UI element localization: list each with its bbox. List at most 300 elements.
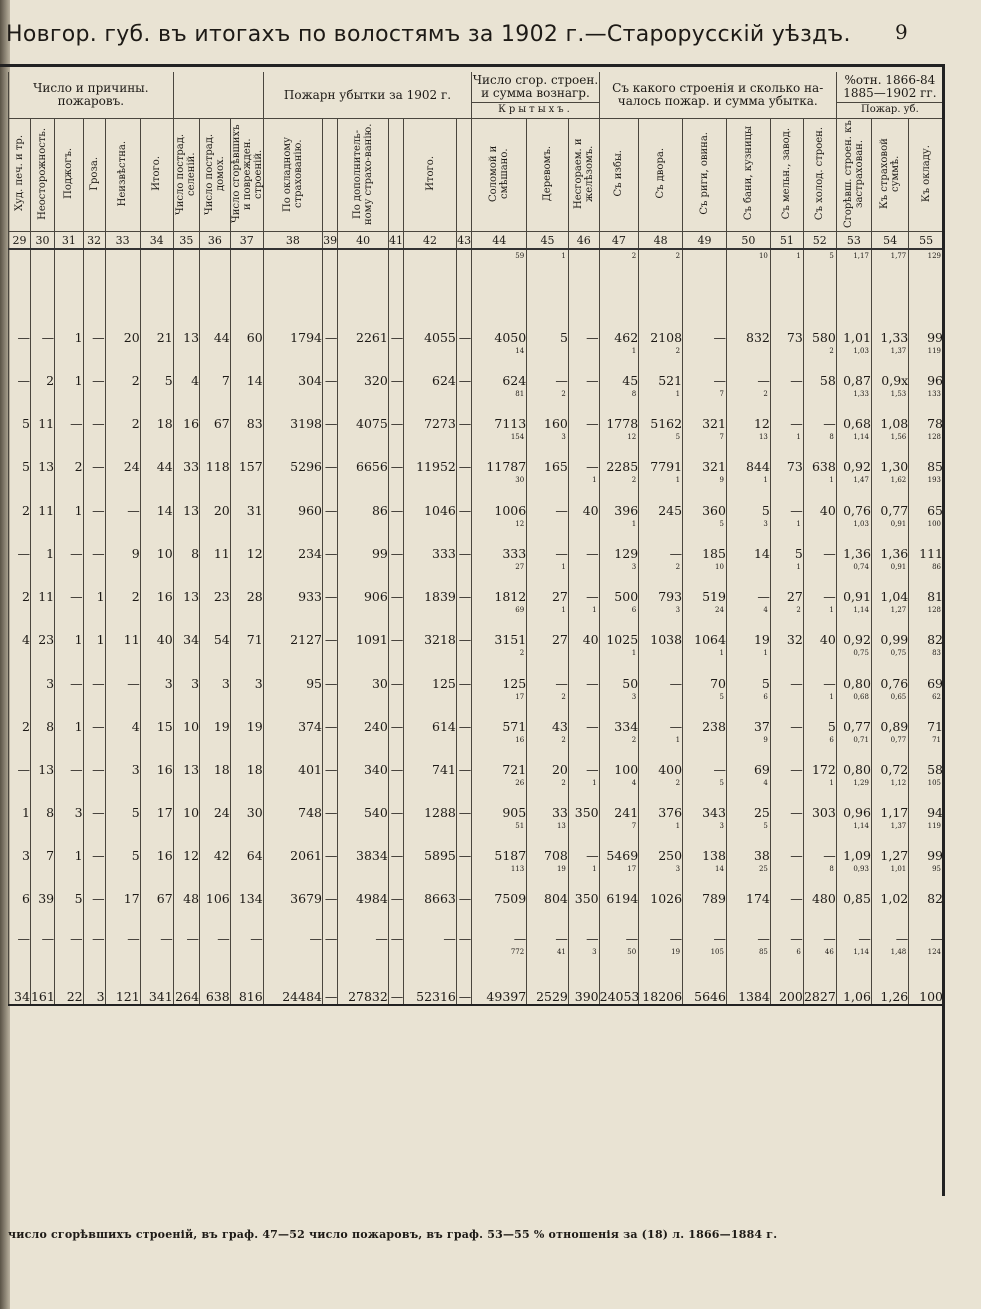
table-cell — [726, 604, 770, 647]
cell-value: 905 — [502, 805, 527, 820]
cell-value: 67 — [213, 416, 230, 431]
cell-value: 1,08 — [880, 416, 909, 431]
table-cell — [599, 388, 639, 431]
cell-superscript: 9 — [719, 476, 724, 484]
table-cell — [726, 734, 770, 777]
cell-superscript: 50 — [627, 948, 637, 956]
cell-value: 5 — [761, 676, 770, 691]
cell-value: — — [324, 848, 338, 863]
table-cell — [30, 734, 54, 777]
cell-superscript: 1 — [675, 476, 681, 484]
cell-value: 19 — [213, 719, 230, 734]
table-cell — [55, 431, 84, 474]
cell-superscript: 13 — [758, 433, 768, 441]
cell-value: — — [324, 330, 338, 345]
column-number: 35 — [173, 232, 199, 250]
table-cell — [639, 345, 683, 388]
table-cell — [836, 734, 871, 777]
column-header — [770, 119, 803, 232]
cell-value: 86 — [371, 503, 388, 518]
cell-value: 1006 — [494, 503, 527, 518]
table-cell — [9, 561, 31, 604]
column-header-label: Число сгорѣвшихъ и поврежден. строеній. — [230, 124, 264, 223]
cell-superscript: 12 — [627, 433, 637, 441]
table-row — [9, 345, 944, 388]
cell-value: 1,04 — [880, 589, 909, 604]
table-cell — [230, 345, 263, 388]
cell-value: — — [127, 931, 140, 946]
cell-value: 11 — [38, 503, 55, 518]
cell-value: 5 — [559, 330, 568, 345]
cell-value: 2 — [131, 373, 140, 388]
column-number: 45 — [527, 232, 569, 250]
cell-value: 2 — [22, 719, 30, 734]
table-cell — [909, 345, 943, 388]
column-header-label: Несгораем. и желѣзомъ. — [572, 138, 595, 209]
footnote: число сгорѣвшихъ строеній, въ граф. 47—52 число пожаровъ, въ граф. 53—55 % отношенія за (18) л. 1866—1884 г. — [8, 1228, 778, 1241]
table-cell — [200, 474, 231, 518]
cell-value: — — [70, 589, 83, 604]
cell-value: 1 — [74, 503, 83, 518]
column-header-label: По окладному страхованію. — [281, 136, 304, 212]
cell-value: — — [217, 931, 230, 946]
table-cell — [527, 691, 569, 734]
table-cell — [83, 906, 105, 946]
table-cell — [683, 946, 727, 1005]
table-cell — [200, 691, 231, 734]
cell-value: — — [17, 373, 30, 388]
cell-value: 3 — [254, 676, 263, 691]
cell-superscript: 46 — [824, 948, 834, 956]
table-cell — [527, 604, 569, 647]
table-cell — [230, 820, 263, 863]
table-cell — [803, 820, 836, 863]
table-row — [9, 647, 944, 691]
table-cell — [105, 777, 140, 820]
table-cell — [726, 388, 770, 431]
cell-value: 540 — [363, 805, 388, 820]
cell-superscript: 16 — [515, 736, 525, 744]
cell-superscript: 5 — [719, 693, 724, 701]
table-cell — [30, 691, 54, 734]
cell-superscript: 1 — [829, 606, 834, 614]
column-header-label: Съ холод. строен. — [814, 126, 826, 221]
table-cell — [568, 647, 599, 691]
table-cell — [140, 777, 173, 820]
cell-value: — — [458, 805, 472, 820]
cell-value: — — [443, 931, 456, 946]
cell-superscript: 10 — [758, 252, 768, 260]
table-cell — [836, 777, 871, 820]
table-cell — [836, 820, 871, 863]
table-cell — [263, 647, 322, 691]
table-cell — [527, 431, 569, 474]
cell-value: — — [586, 719, 599, 734]
table-cell — [338, 474, 389, 518]
subgroup-header: Крытыхъ. — [472, 102, 598, 116]
cell-value: 174 — [746, 891, 770, 906]
table-cell — [639, 863, 683, 906]
column-header-label: Число пострад. селеній. — [175, 132, 198, 215]
cell-value: — — [930, 931, 943, 946]
statistics-table — [8, 72, 943, 1006]
cell-value: — — [858, 931, 871, 946]
table-cell — [527, 345, 569, 388]
table-cell — [173, 647, 199, 691]
cell-superscript: 6 — [796, 948, 801, 956]
cell-superscript: 25 — [758, 865, 768, 873]
cell-value: — — [790, 931, 803, 946]
cell-value: 0,92 — [843, 632, 871, 647]
table-cell — [55, 734, 84, 777]
table-cell — [726, 691, 770, 734]
table-cell — [230, 561, 263, 604]
table-cell — [322, 431, 337, 474]
table-cell — [200, 906, 231, 946]
cell-value: 8 — [46, 719, 55, 734]
table-cell — [55, 946, 84, 1005]
cell-value: — — [390, 719, 404, 734]
cell-superscript: 1 — [796, 563, 801, 571]
table-cell — [803, 561, 836, 604]
cell-value: 624 — [432, 373, 456, 388]
table-cell — [836, 518, 871, 561]
table-cell — [803, 249, 836, 345]
table-cell — [388, 820, 403, 863]
table-cell — [568, 431, 599, 474]
cell-superscript: 1 — [796, 252, 801, 260]
table-cell — [683, 249, 727, 345]
cell-superscript: 1,62 — [890, 476, 907, 484]
cell-value: 24 — [213, 805, 230, 820]
table-cell — [527, 906, 569, 946]
cell-value: 82 — [927, 632, 943, 647]
table-cell — [726, 906, 770, 946]
cell-superscript: 1,37 — [890, 822, 907, 830]
column-header-label: Съ избы. — [613, 150, 625, 197]
cell-superscript: 1,56 — [890, 433, 907, 441]
table-cell — [230, 249, 263, 345]
cell-value: — — [713, 762, 726, 777]
cell-superscript: 105 — [927, 779, 941, 787]
table-cell — [322, 946, 337, 1005]
cell-value: 42 — [213, 848, 230, 863]
cell-value: — — [790, 891, 803, 906]
column-header-label: По дополнитель-ному страхо-ванію. — [352, 122, 375, 225]
table-cell — [105, 249, 140, 345]
table-cell — [871, 518, 908, 561]
cell-superscript: 124 — [927, 948, 941, 956]
cell-value: — — [324, 762, 338, 777]
table-cell — [909, 734, 943, 777]
table-cell — [599, 946, 639, 1005]
cell-value: 238 — [702, 719, 726, 734]
column-header — [568, 119, 599, 232]
table-cell — [140, 691, 173, 734]
table-cell — [322, 647, 337, 691]
cell-value: 2127 — [290, 632, 322, 647]
table-cell — [173, 777, 199, 820]
table-cell — [230, 518, 263, 561]
table-cell — [472, 777, 527, 820]
table-cell — [55, 561, 84, 604]
table-cell — [173, 820, 199, 863]
cell-value: 185 — [702, 546, 726, 561]
group-header: Пожарн убытки за 1902 г. — [263, 72, 472, 119]
table-cell — [527, 734, 569, 777]
cell-value: 1,02 — [880, 891, 909, 906]
cell-superscript: 0,77 — [890, 736, 907, 744]
table-cell — [909, 249, 943, 345]
cell-value: 0,91 — [843, 589, 871, 604]
table-cell — [230, 474, 263, 518]
cell-value: — — [250, 931, 263, 946]
table-cell — [9, 431, 31, 474]
table-cell — [105, 345, 140, 388]
table-cell — [726, 431, 770, 474]
cell-value: 1794 — [290, 330, 322, 345]
cell-superscript: 24 — [715, 606, 724, 614]
table-cell — [871, 820, 908, 863]
cell-value: — — [390, 891, 404, 906]
cell-value: 69 — [927, 676, 943, 691]
cell-value: 6656 — [356, 459, 388, 474]
cell-value: 0,76 — [880, 676, 909, 691]
table-cell — [230, 906, 263, 946]
cell-value: 8 — [191, 546, 200, 561]
column-header-label: Неизвѣстна. — [117, 140, 129, 207]
cell-value: 1091 — [356, 632, 388, 647]
cell-superscript: 7 — [719, 390, 724, 398]
cell-value: 4050 — [494, 330, 527, 345]
table-cell — [568, 345, 599, 388]
table-cell — [683, 345, 727, 388]
table-cell — [599, 249, 639, 345]
cell-superscript: 2 — [763, 390, 768, 398]
table-cell — [527, 946, 569, 1005]
cell-superscript: 133 — [927, 390, 941, 398]
column-header-label: Съ двора. — [655, 148, 667, 199]
table-cell — [83, 946, 105, 1005]
table-cell — [683, 474, 727, 518]
cell-value: — — [70, 676, 83, 691]
cell-superscript: 128 — [927, 433, 941, 441]
cell-value: — — [713, 330, 726, 345]
cell-value: 1,30 — [880, 459, 909, 474]
cell-value: 13 — [183, 762, 200, 777]
table-cell — [173, 431, 199, 474]
cell-value: 5296 — [290, 459, 322, 474]
table-cell — [871, 345, 908, 388]
cell-value: — — [458, 676, 472, 691]
table-cell — [55, 863, 84, 906]
cell-superscript: 1,37 — [890, 347, 907, 355]
table-cell — [456, 734, 471, 777]
cell-value: 1,06 — [843, 989, 871, 1004]
table-cell — [105, 518, 140, 561]
table-cell — [599, 906, 639, 946]
cell-value: 321 — [702, 459, 726, 474]
cell-superscript: 1,17 — [853, 252, 869, 260]
table-cell — [322, 906, 337, 946]
total-row — [9, 946, 944, 1005]
table-cell — [200, 518, 231, 561]
cell-value: — — [390, 632, 404, 647]
cell-value: — — [713, 931, 726, 946]
cell-value: 49397 — [486, 989, 527, 1004]
table-cell — [30, 561, 54, 604]
table-row — [9, 431, 944, 474]
cell-value: — — [790, 373, 803, 388]
cell-value: 1,36 — [880, 546, 909, 561]
cell-superscript: 1,01 — [890, 865, 907, 873]
cell-value: 19 — [246, 719, 263, 734]
cell-value: — — [70, 416, 83, 431]
cell-value: 40 — [156, 632, 173, 647]
table-cell — [404, 863, 457, 906]
column-header-label: Число пострад. домох. — [203, 132, 226, 215]
table-cell — [200, 249, 231, 345]
table-cell — [639, 647, 683, 691]
table-cell — [472, 518, 527, 561]
cell-value: 1384 — [738, 989, 770, 1004]
cell-value: 18206 — [642, 989, 683, 1004]
cell-value: 10 — [156, 546, 173, 561]
cell-value: 44 — [156, 459, 173, 474]
table-cell — [388, 647, 403, 691]
table-cell — [55, 906, 84, 946]
table-cell — [263, 431, 322, 474]
table-cell — [322, 734, 337, 777]
cell-superscript: 81 — [515, 390, 525, 398]
table-cell — [803, 647, 836, 691]
cell-value: 321 — [702, 416, 726, 431]
column-number: 55 — [909, 232, 943, 250]
table-cell — [803, 388, 836, 431]
table-cell — [263, 518, 322, 561]
table-cell — [105, 647, 140, 691]
cell-superscript: 1 — [829, 476, 834, 484]
cell-value: 33 — [183, 459, 200, 474]
cell-value: 3 — [74, 805, 83, 820]
cell-value: — — [324, 805, 338, 820]
cell-value: 1288 — [424, 805, 456, 820]
table-cell — [200, 604, 231, 647]
cell-superscript: 193 — [927, 476, 941, 484]
cell-value: 1,17 — [880, 805, 909, 820]
cell-value: 1 — [22, 805, 30, 820]
cell-value: 1,09 — [843, 848, 871, 863]
table-cell — [404, 604, 457, 647]
cell-superscript: 6 — [829, 736, 834, 744]
column-header-label: Поджогъ. — [63, 148, 75, 199]
cell-value: 18 — [156, 416, 173, 431]
table-cell — [263, 777, 322, 820]
table-cell — [472, 249, 527, 345]
table-cell — [683, 518, 727, 561]
cell-superscript: 1,29 — [853, 779, 869, 787]
cell-superscript: 0,71 — [853, 736, 869, 744]
cell-value: 624 — [502, 373, 527, 388]
cell-value: — — [92, 546, 105, 561]
cell-superscript: 1 — [592, 779, 597, 787]
cell-value: — — [586, 416, 599, 431]
cell-value: 3 — [46, 676, 55, 691]
cell-value: 12 — [183, 848, 200, 863]
table-cell — [338, 604, 389, 647]
cell-value: — — [669, 546, 683, 561]
table-cell — [140, 647, 173, 691]
table-cell — [105, 388, 140, 431]
cell-value: 4055 — [424, 330, 456, 345]
cell-superscript: 1,77 — [890, 252, 907, 260]
table-cell — [9, 777, 31, 820]
cell-value: — — [823, 546, 836, 561]
cell-superscript: 4 — [631, 779, 637, 787]
cell-superscript: 14 — [515, 347, 525, 355]
cell-value: 400 — [658, 762, 683, 777]
table-cell — [140, 734, 173, 777]
cell-value: — — [92, 719, 105, 734]
cell-value: — — [586, 546, 599, 561]
cell-value: 320 — [363, 373, 388, 388]
table-cell — [404, 518, 457, 561]
cell-value: — — [390, 848, 404, 863]
subgroup-header-2: Пожар. уб. — [837, 102, 943, 116]
cell-value: — — [757, 373, 770, 388]
table-cell — [803, 518, 836, 561]
cell-value: — — [390, 330, 404, 345]
table-cell — [140, 863, 173, 906]
table-cell — [322, 388, 337, 431]
cell-value: 8663 — [424, 891, 456, 906]
cell-value: — — [669, 719, 683, 734]
cell-value: 16 — [156, 762, 173, 777]
cell-value: — — [586, 373, 599, 388]
table-cell — [683, 561, 727, 604]
cell-value: 832 — [746, 330, 770, 345]
column-header-label: Къ страховой суммѣ. — [879, 138, 902, 209]
cell-value: — — [324, 931, 338, 946]
table-cell — [803, 474, 836, 518]
cell-value: 83 — [246, 416, 263, 431]
cell-value: — — [17, 330, 30, 345]
cell-superscript: 0,93 — [853, 865, 869, 873]
table-cell — [803, 345, 836, 388]
cell-superscript: 105 — [710, 948, 724, 956]
table-cell — [388, 691, 403, 734]
table-row — [9, 388, 944, 431]
table-cell — [683, 604, 727, 647]
cell-value: 32 — [786, 632, 803, 647]
cell-value: 2 — [131, 416, 140, 431]
table-cell — [83, 734, 105, 777]
cell-value: — — [375, 931, 388, 946]
cell-value: 34 — [14, 989, 30, 1004]
table-cell — [639, 474, 683, 518]
cell-superscript: 3 — [561, 433, 566, 441]
cell-value: — — [823, 416, 836, 431]
table-cell — [173, 946, 199, 1005]
cell-superscript: 2 — [675, 563, 681, 571]
table-cell — [456, 691, 471, 734]
table-cell — [456, 431, 471, 474]
table-cell — [263, 906, 322, 946]
table-cell — [909, 604, 943, 647]
cell-superscript: 19 — [671, 948, 681, 956]
cell-value: — — [70, 762, 83, 777]
cell-value: 11 — [38, 589, 55, 604]
